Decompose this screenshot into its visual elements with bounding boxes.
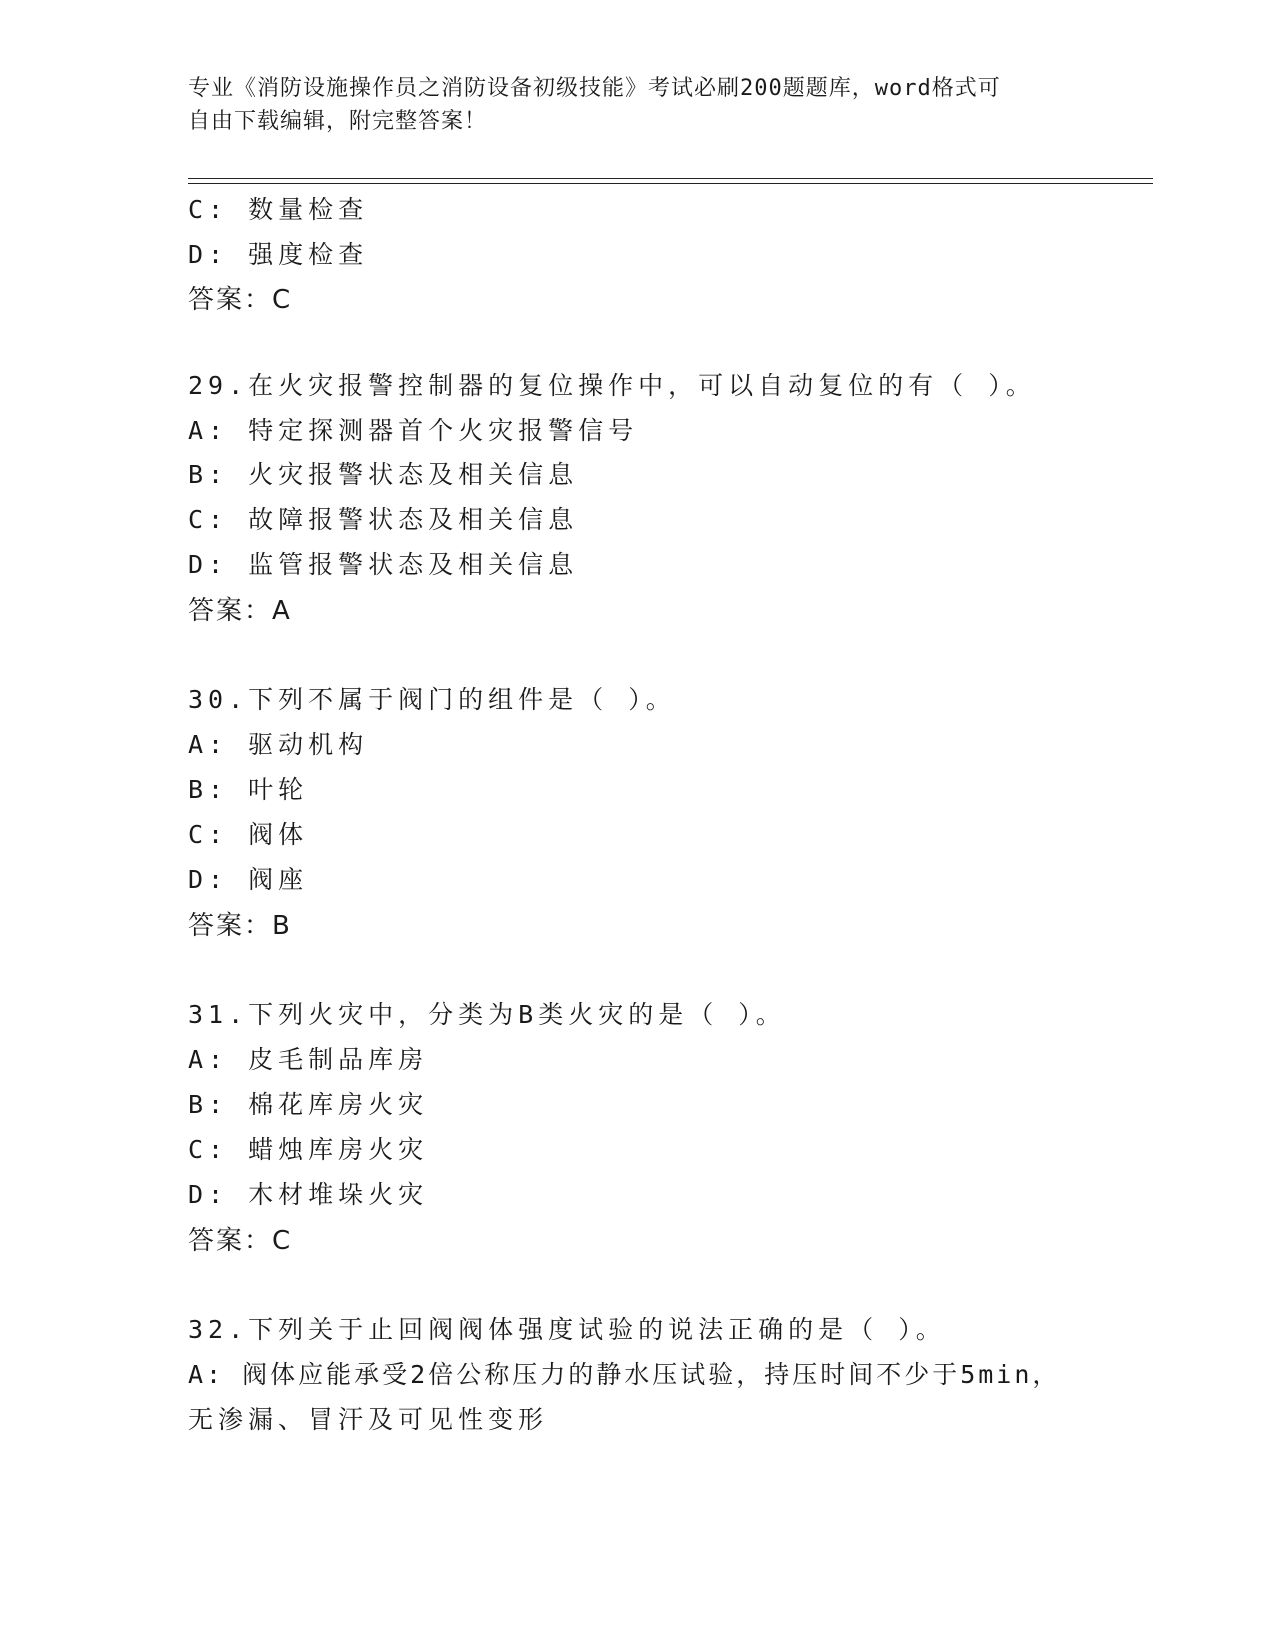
q28-answer: 答案：C xyxy=(188,285,293,315)
header-line-1: 专业《消防设施操作员之消防设备初级技能》考试必刷200题题库，word格式可 xyxy=(188,76,1001,101)
document-header xyxy=(188,72,1088,138)
q28-option-d: D: 强度检查 xyxy=(188,240,369,269)
q30-option-a: A: 驱动机构 xyxy=(188,730,369,759)
q29-option-a: A: 特定探测器首个火灾报警信号 xyxy=(188,416,639,445)
q30-option-b: B: 叶轮 xyxy=(188,775,309,804)
header-divider-bottom xyxy=(188,183,1153,184)
q29-option-c: C: 故障报警状态及相关信息 xyxy=(188,505,579,534)
q29-option-b: B: 火灾报警状态及相关信息 xyxy=(188,460,579,489)
q31-option-d: D: 木材堆垛火灾 xyxy=(188,1180,429,1209)
q29-stem: 29.在火灾报警控制器的复位操作中，可以自动复位的有（ ）。 xyxy=(188,371,1036,400)
q31-option-c: C: 蜡烛库房火灾 xyxy=(188,1135,429,1164)
q32-option-a-line-1: A: 阀体应能承受2倍公称压力的静水压试验，持压时间不少于5min， xyxy=(188,1360,1061,1389)
q32-option-a-line-2: 无渗漏、冒汗及可见性变形 xyxy=(188,1405,549,1434)
q31-option-a: A: 皮毛制品库房 xyxy=(188,1045,429,1074)
q31-option-b: B: 棉花库房火灾 xyxy=(188,1090,429,1119)
q30-stem: 30.下列不属于阀门的组件是（ ）。 xyxy=(188,685,676,714)
q29-option-d: D: 监管报警状态及相关信息 xyxy=(188,550,579,579)
q30-option-c: C: 阀体 xyxy=(188,820,309,849)
header-line-2: 自由下载编辑，附完整答案！ xyxy=(188,109,488,134)
q28-option-c: C: 数量检查 xyxy=(188,195,369,224)
q30-option-d: D: 阀座 xyxy=(188,865,309,894)
q32-stem: 32.下列关于止回阀阀体强度试验的说法正确的是（ ）。 xyxy=(188,1315,946,1344)
q31-answer: 答案：C xyxy=(188,1226,293,1256)
header-divider-top xyxy=(188,178,1153,179)
q31-stem: 31.下列火灾中，分类为B类火灾的是（ ）。 xyxy=(188,1000,786,1029)
q29-answer: 答案：A xyxy=(188,596,292,626)
q30-answer: 答案：B xyxy=(188,911,292,941)
